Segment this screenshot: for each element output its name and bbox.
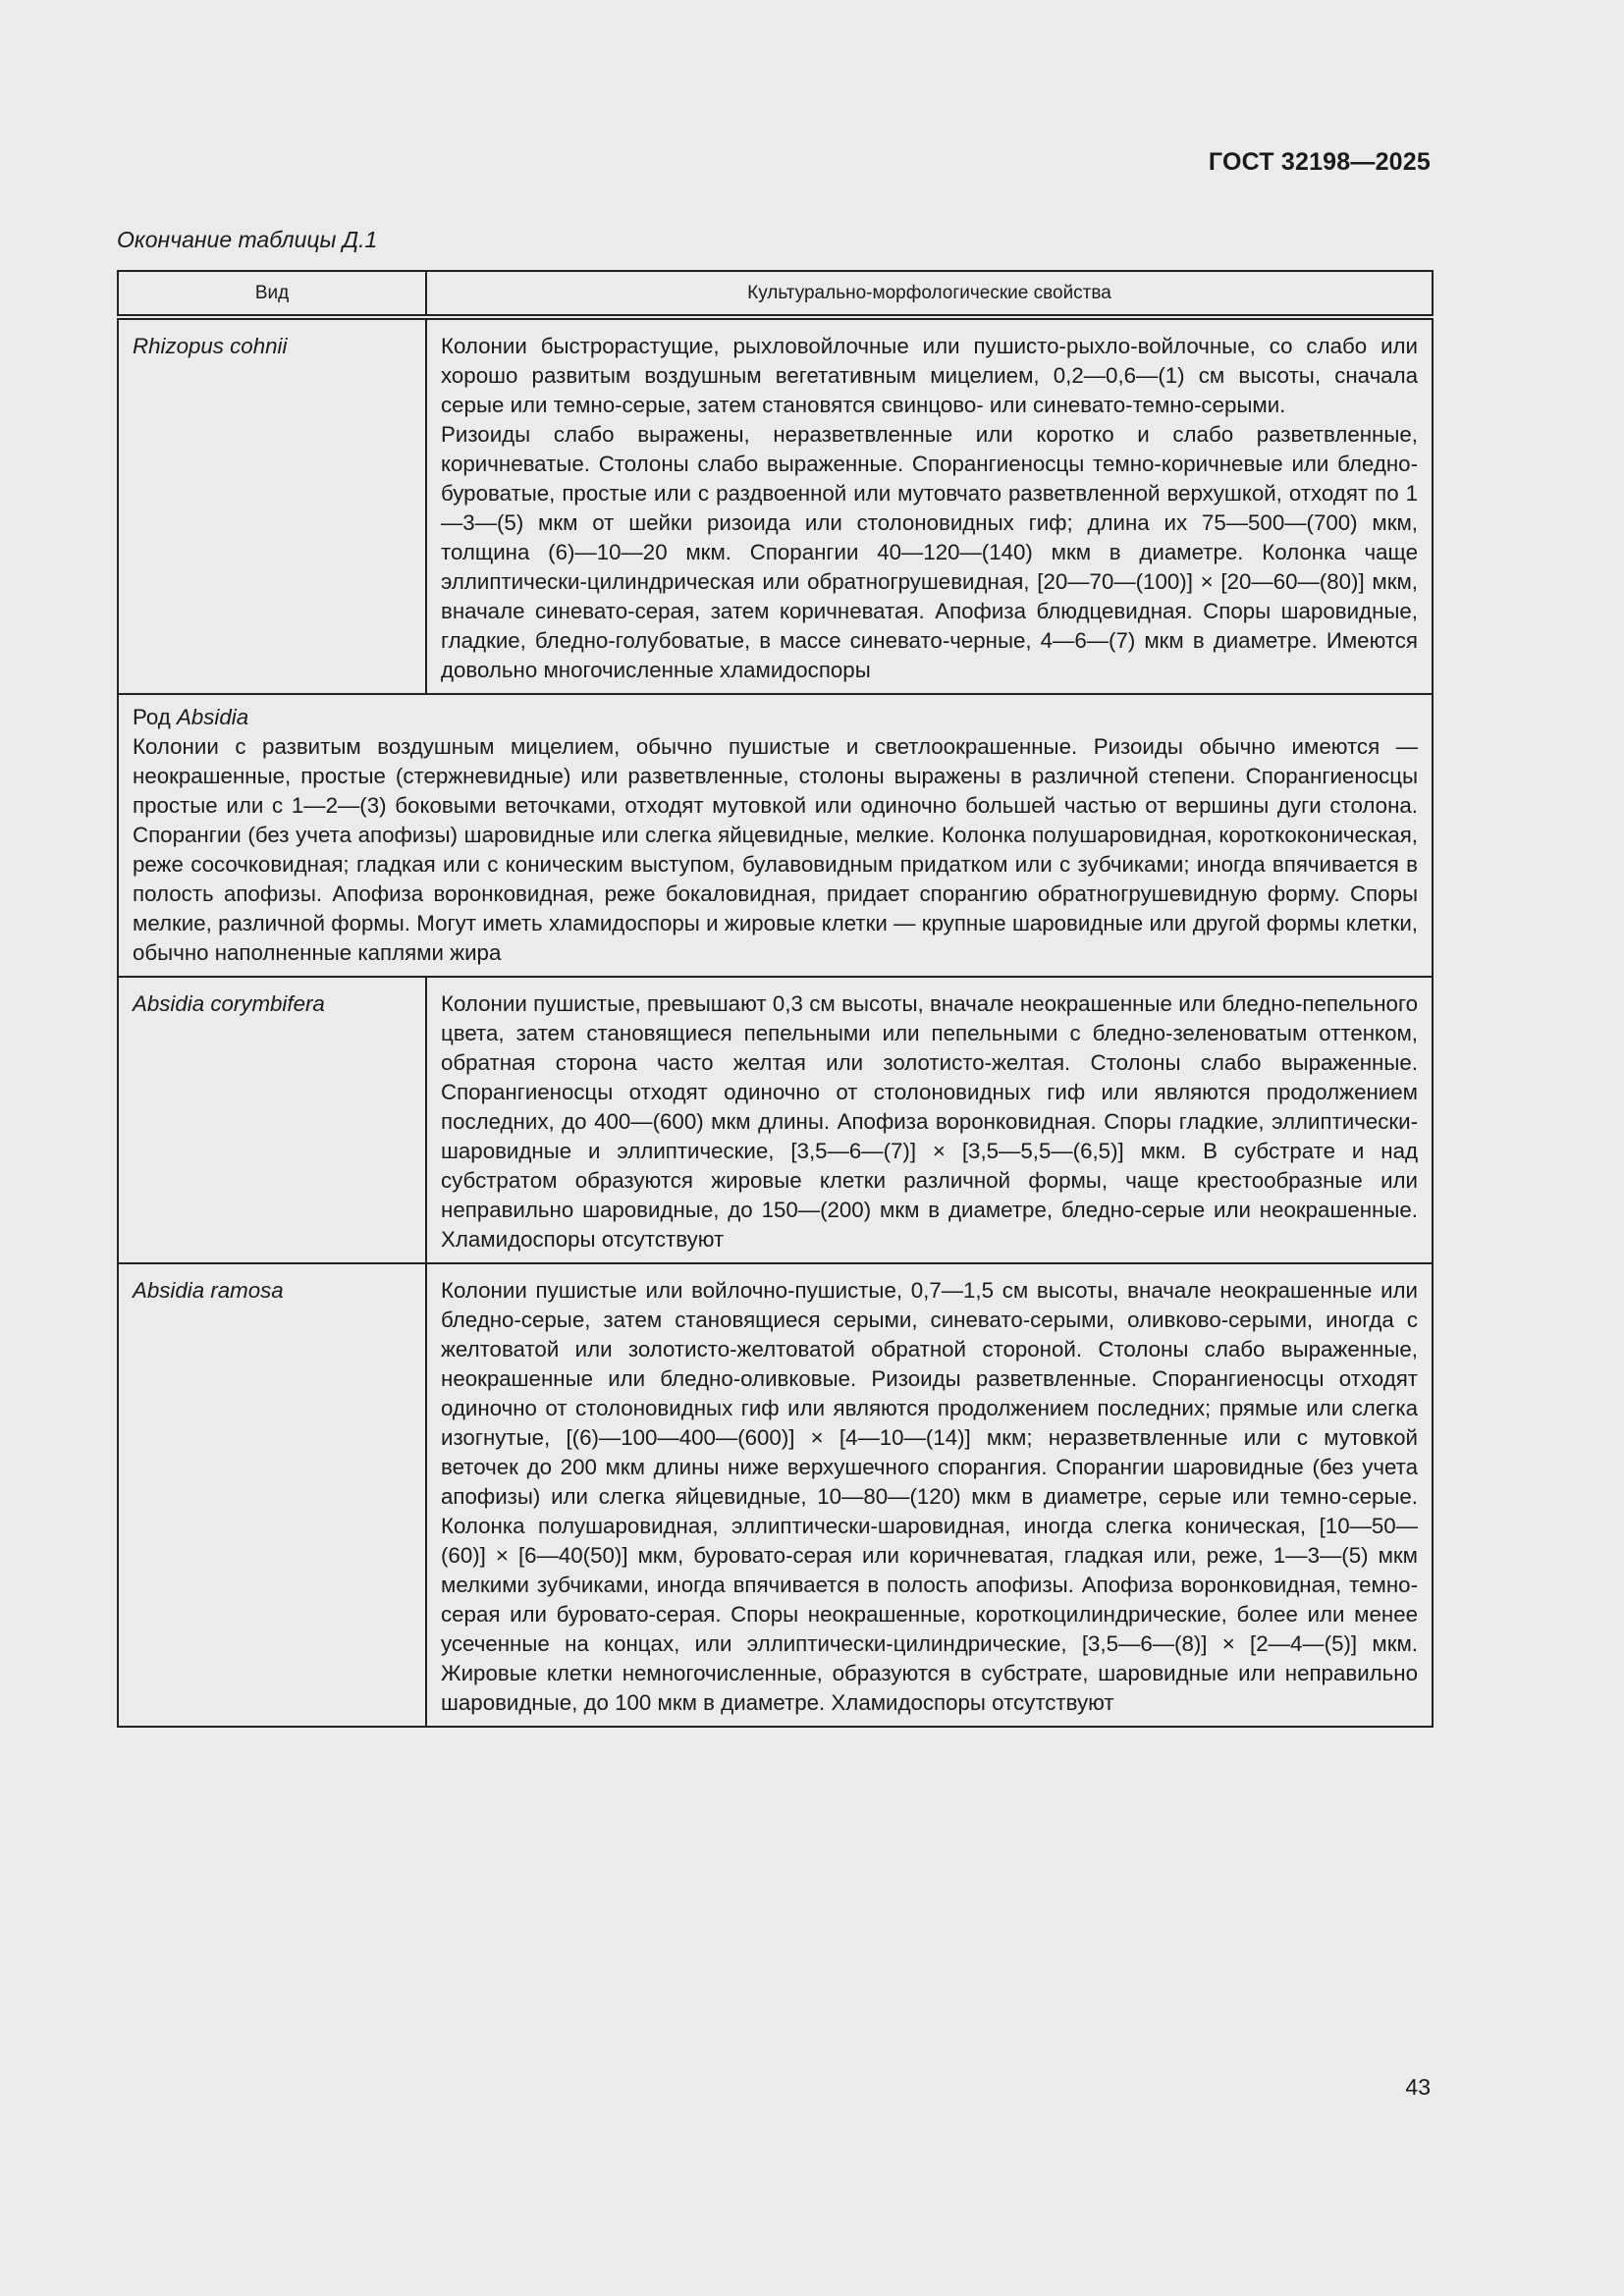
genus-heading bbox=[133, 703, 1418, 732]
table-caption: Окончание таблицы Д.1 bbox=[117, 227, 378, 252]
genus-description: Колонии с развитым воздушным мицелием, обычно пушистые и светлоокрашенные. Ризоиды обычно имеются — неокрашенные, простые (стержневидные) или разветвленные, столоны выражены в различной степени. Спорангиеносцы простые или с 1—2—(3) боковыми веточками, отходят мутовкой или одиночно большей частью от вершины дуги столона. Спорангии (без учета апофизы) шаровидные или слегка яйцевидные, мелкие. Колонка полушаровидная, короткоконическая, реже сосочковидная; гладкая или с коническим выступом, булавовидным придатком или с зубчиками; иногда впячивается в полость апофизы. Апофиза воронковидная, реже бокаловидная, придает спорангию обратногрушевидную форму. Споры мелкие, различной формы. Могут иметь хламидоспоры и жировые клетки — крупные шаровидные или другой формы клетки, обычно наполненные каплями жира bbox=[133, 734, 1418, 965]
page-number: 43 bbox=[1405, 2074, 1431, 2100]
table-row bbox=[118, 1263, 1433, 1727]
document-code: ГОСТ 32198—2025 bbox=[1208, 148, 1431, 176]
species-description bbox=[426, 317, 1433, 694]
species-description bbox=[426, 1263, 1433, 1727]
species-name: Absidia ramosa bbox=[118, 1263, 426, 1727]
table-header-row bbox=[118, 271, 1433, 317]
column-header-properties: Культурально-морфологические свойства bbox=[426, 271, 1433, 317]
column-header-species: Вид bbox=[118, 271, 426, 317]
species-name: Rhizopus cohnii bbox=[118, 317, 426, 694]
genus-row bbox=[118, 694, 1433, 977]
species-description bbox=[426, 977, 1433, 1263]
species-table bbox=[117, 270, 1434, 1728]
table-row bbox=[118, 317, 1433, 694]
table-row bbox=[118, 977, 1433, 1263]
species-name: Absidia corymbifera bbox=[118, 977, 426, 1263]
description-paragraph: Колонии пушистые или войлочно-пушистые, 0,7—1,5 см высоты, вначале неокрашенные или бледно-серые, затем становящиеся серыми, синевато-серыми, оливково-серыми, иногда с желтоватой или золотисто-желтоватой обратной стороной. Столоны слабо выраженные, неокрашенные или бледно-оливковые. Ризоиды разветвленные. Спорангиеносцы отходят одиночно от столоновидных гиф или являются продолжением последних; прямые или слегка изогнутые, [(6)—100—400—(600)] × [4—10—(14)] мкм; неразветвленные или с мутовкой веточек до 200 мкм длины ниже верхушечного спорангия. Спорангии шаровидные (без учета апофизы) или слегка яйцевидные, 10—80—(120) мкм в диаметре, серые или темно-серые. Колонка полушаровидная, эллиптически-шаровидная, иногда слегка коническая, [10—50—(60)] × [6—40(50)] мкм, буровато-серая или коричневатая, гладкая или, реже, 1—3—(5) мкм мелкими зубчиками, иногда впячивается в полость апофизы. Апофиза воронковидная, темно-серая или буровато-серая. Споры неокрашенные, короткоцилиндрические, более или менее усеченные на концах, или эллиптически-цилиндрические, [3,5—6—(8)] × [2—4—(5)] мкм. Жировые клетки немногочисленные, образуются в субстрате, шаровидные или неправильно шаровидные, до 100 мкм в диаметре. Хламидоспоры отсутствуют bbox=[441, 1278, 1418, 1715]
genus-prefix: Род bbox=[133, 705, 171, 729]
genus-cell bbox=[118, 694, 1433, 977]
description-paragraph: Колонии пушистые, превышают 0,3 см высоты, вначале неокрашенные или бледно-пепельного цвета, затем становящиеся пепельными или пепельными с бледно-зеленоватым оттенком, обратная сторона часто желтая или золотисто-желтая. Столоны слабо выраженные. Спорангиеносцы отходят одиночно от столоновидных гиф или являются продолжением последних, до 400—(600) мкм длины. Апофиза воронковидная. Споры гладкие, эллиптически-шаровидные и эллиптические, [3,5—6—(7)] × [3,5—5,5—(6,5)] мкм. В субстрате и над субстратом образуются жировые клетки различной формы, чаще крестообразные или неправильно шаровидные, до 150—(200) мкм в диаметре, бледно-серые или неокрашенные. Хламидоспоры отсутствуют bbox=[441, 991, 1418, 1252]
description-paragraph: Колонии быстрорастущие, рыхловойлочные или пушисто-рыхло-войлочные, со слабо или хорошо развитым воздушным вегетативным мицелием, 0,2—0,6—(1) см высоты, сначала серые или темно-серые, затем становятся свинцово- или синевато-темно-серыми. bbox=[441, 334, 1418, 417]
genus-name: Absidia bbox=[177, 705, 249, 729]
description-paragraph: Ризоиды слабо выражены, неразветвленные или коротко и слабо разветвленные, коричневатые. Столоны слабо выраженные. Спорангиеносцы темно-коричневые или бледно-буроватые, простые или с раздвоенной или мутовчато разветвленной верхушкой, отходят по 1—3—(5) мкм от шейки ризоида или столоновидных гиф; длина их 75—500—(700) мкм, толщина (6)—10—20 мкм. Спорангии 40—120—(140) мкм в диаметре. Колонка чаще эллиптически-цилиндрическая или обратногрушевидная, [20—70—(100)] × [20—60—(80)] мкм, вначале синевато-серая, затем коричневатая. Апофиза блюдцевидная. Споры шаровидные, гладкие, бледно-голубоватые, в массе синевато-черные, 4—6—(7) мкм в диаметре. Имеются довольно многочисленные хламидоспоры bbox=[441, 422, 1418, 682]
